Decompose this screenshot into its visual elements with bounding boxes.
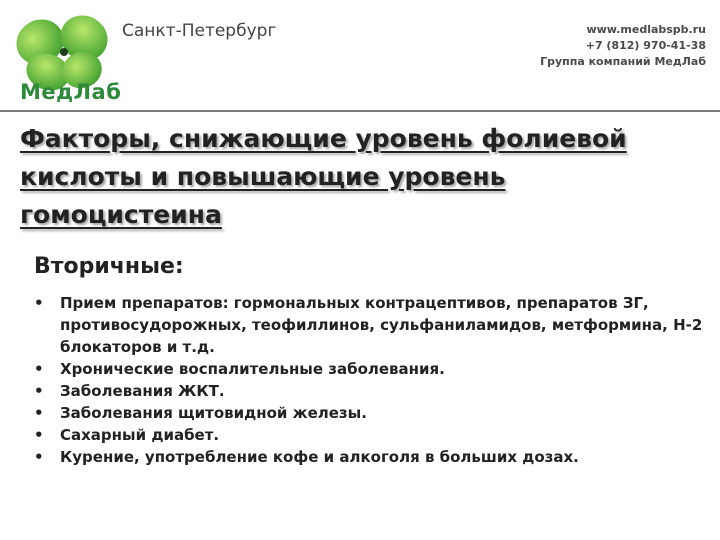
slide-title: Факторы, снижающие уровень фолиевой кислоты и повышающие уровень гомоцистеина: [20, 124, 627, 229]
list-item-text: Сахарный диабет.: [60, 426, 220, 444]
logo-wordmark: МедЛаб: [20, 80, 122, 104]
factor-list: [34, 292, 706, 468]
list-item-text: Хронические воспалительные заболевания.: [60, 360, 445, 378]
logo-center-dot: [60, 48, 68, 56]
list-item-text: Заболевания щитовидной железы.: [60, 404, 367, 422]
header-divider: [0, 110, 720, 112]
list-item: [34, 446, 706, 468]
list-item: [34, 424, 706, 446]
website-link[interactable]: www.medlabspb.ru: [586, 23, 706, 36]
contact-block: [540, 22, 706, 70]
bullet-icon: •: [34, 294, 44, 312]
bullet-icon: •: [34, 382, 44, 400]
list-item: [34, 358, 706, 380]
list-item-text: Заболевания ЖКТ.: [60, 382, 225, 400]
bullet-icon: •: [34, 448, 44, 466]
list-item: [34, 402, 706, 424]
company-group: Группа компаний МедЛаб: [540, 55, 706, 68]
bullet-icon: •: [34, 404, 44, 422]
list-item-text: Курение, употребление кофе и алкоголя в больших дозах.: [60, 448, 579, 466]
phone-number: +7 (812) 970-41-38: [585, 39, 706, 52]
bullet-icon: •: [34, 426, 44, 444]
list-item: [34, 380, 706, 402]
list-item-text: Прием препаратов: гормональных контрацептивов, препаратов ЗГ, противосудорожных, теофиллинов, сульфаниламидов, метформина, Н-2 блокаторов и т.д.: [60, 294, 703, 356]
bullet-icon: •: [34, 360, 44, 378]
section-subtitle: Вторичные:: [34, 254, 184, 279]
city-label: Санкт-Петербург: [122, 21, 277, 41]
list-item: [34, 292, 706, 358]
